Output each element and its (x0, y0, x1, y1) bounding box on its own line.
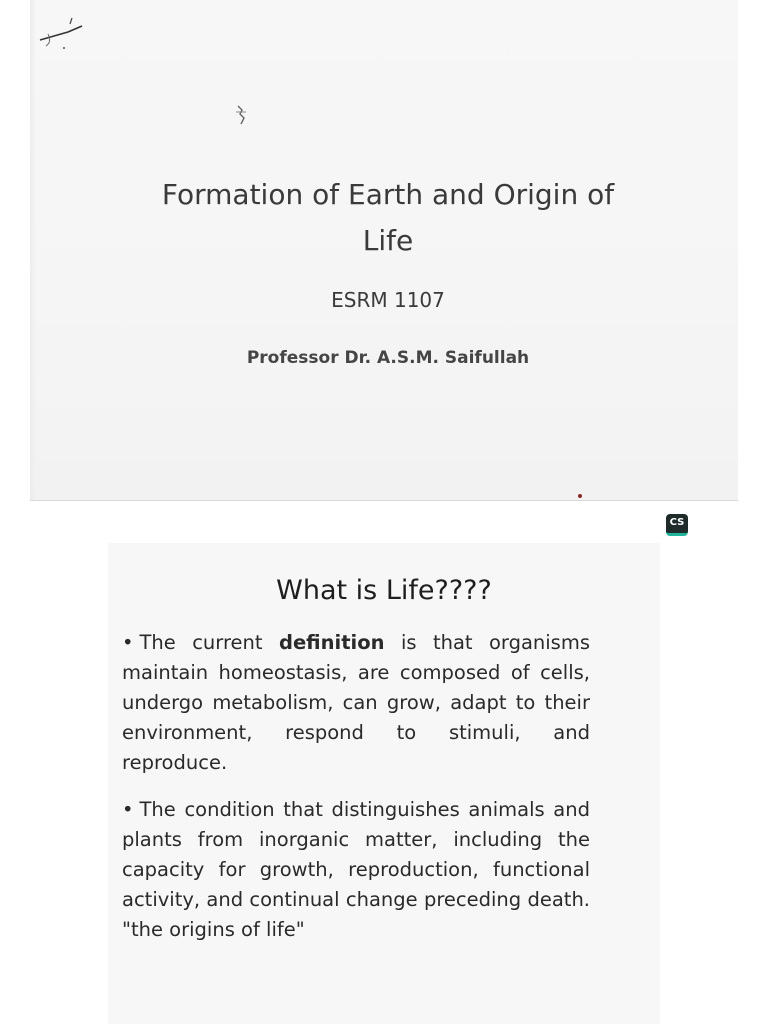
bullet-bold-term: definition (279, 631, 385, 654)
slide-heading: What is Life???? (276, 575, 492, 606)
camscanner-badge: CS (666, 514, 688, 536)
title-slide (30, 0, 738, 501)
pen-mark-icon (38, 12, 88, 52)
scan-dot (578, 494, 582, 498)
course-code: ESRM 1107 (331, 288, 445, 312)
scan-speck-icon (234, 104, 250, 126)
scan-shadow (30, 0, 36, 500)
title-line-1: Formation of Earth and Origin of (161, 178, 615, 211)
content-slide (108, 543, 660, 1024)
bullet-text-start: The current (139, 631, 263, 654)
bullet-text: The condition that distinguishes animals and plants from inorganic matter, including the capacity for growth, reproduction, functional activity, and continual change preceding death. "the origins of life" (122, 798, 590, 941)
presentation-title (130, 172, 646, 264)
professor-name: Professor Dr. A.S.M. Saifullah (246, 348, 530, 368)
condition-bullet (122, 795, 590, 945)
bullet-marker: • (122, 631, 134, 654)
bullet-text-end: is that organisms maintain homeostasis, are composed of cells, undergo metabolism, can grow, adapt to their environment, respond to stimuli, and reproduce. (122, 631, 590, 774)
definition-bullet (122, 628, 590, 778)
bullet-marker: • (122, 798, 134, 821)
title-line-2: Life (362, 224, 414, 257)
